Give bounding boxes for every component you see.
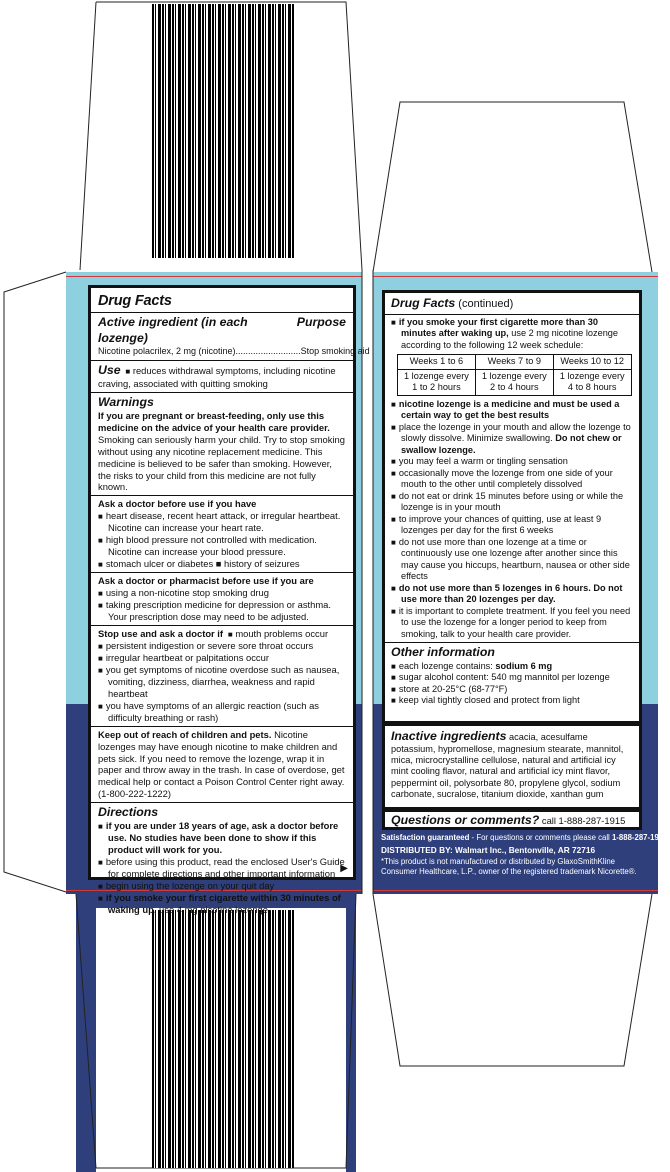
keep-out-paragraph (98, 729, 346, 800)
directions-item: ■ if you are under 18 years of age, ask a doctor before use. No studies have been done to show if this product will work for you. (98, 820, 346, 856)
other-info-item: ■ each lozenge contains: sodium 6 mg (391, 661, 633, 673)
use-text: reduces withdrawal symptoms, including nicotine craving, associated with quitting smoking (98, 364, 336, 390)
warnings-text: Smoking can seriously harm your child. Try to stop smoking without using any nicotine replacement medicine. This medicine is believed to be safer than smoking. However, the risks to your child from this medicine are not fully known. (98, 434, 345, 493)
active-ingredient-line: Nicotine polacrilex, 2 mg (nicotine)..........................Stop smoking aid (98, 346, 370, 357)
schedule-table (397, 354, 632, 396)
drug-facts-continued-title: Drug Facts (continued) (391, 296, 514, 310)
schedule-header-cell: Weeks 10 to 12 (553, 355, 631, 370)
ask-pharmacist-header: Ask a doctor or pharmacist before use if you are (98, 575, 314, 587)
use-header: Use (98, 362, 121, 377)
other-info-header: Other information (391, 645, 495, 660)
directions-header: Directions (98, 804, 159, 819)
directions-item: ■ it is important to complete treatment. If you feel you need to use the lozenge for a longer period to keep from smoking, talk to your health care provider. (391, 606, 633, 641)
stop-use-first: mouth problems occur (235, 627, 329, 639)
stop-use-item: ■ persistent indigestion or severe sore throat occurs (98, 640, 346, 652)
directions-item: ■ nicotine lozenge is a medicine and must be used a certain way to get the best results (391, 399, 633, 422)
ask-doctor-header: Ask a doctor before use if you have (98, 498, 257, 510)
schedule-intro-item: ■ if you smoke your first cigarette more than 30 minutes after waking up, use 2 mg nicotine lozenge according to the following 12 week schedule: (391, 317, 633, 352)
inactive-text: acacia, acesulfame potassium, hypromellose, magnesium stearate, mannitol, mica, microcrystalline cellulose, natural and artificial icy mint cooling flavor, natural and artificial icy mint flavor, peppermint oil, polysorbate 80, propylene glycol, sodium carbonate, sucralose, titanium dioxide, xanthan gum (391, 732, 624, 799)
stop-use-item: ■ irregular heartbeat or palpitations occur (98, 652, 346, 664)
stop-use-header-row: Stop use and ask a doctor if ■ mouth problems occur (98, 627, 329, 639)
questions-header: Questions or comments? (391, 813, 540, 827)
barcode-top (152, 4, 294, 258)
drug-facts-panel-left (88, 285, 370, 916)
stop-use-item: ■ you get symptoms of nicotine overdose such as nausea, vomiting, dizziness, diarrhea, weakness and rapid heartbeat (98, 664, 346, 700)
directions-item: ■ do not use more than 5 lozenges in 6 hours. Do not use more than 20 lozenges per day. (391, 583, 633, 606)
trademark-disclaimer: *This product is not manufactured or distributed by GlaxoSmithKline Consumer Healthcare, L.P., owner of the registered trademark Nicorette®. (381, 857, 637, 877)
keep-out-bold: Keep out of reach of children and pets. (98, 728, 272, 740)
drug-facts-panel-right (382, 290, 642, 724)
schedule-cell: 1 lozenge every 1 to 2 hours (398, 369, 476, 395)
use-section: Use ■ reduces withdrawal symptoms, including nicotine craving, associated with quitting smoking (98, 362, 336, 390)
inactive-header: Inactive ingredients (391, 729, 507, 743)
directions-item: ■ if you smoke your first cigarette within 30 minutes of waking up, use 4 mg nicotine lozenge (98, 892, 346, 916)
schedule-cell: 1 lozenge every 2 to 4 hours (475, 369, 553, 395)
directions-item: ■ do not use more than one lozenge at a time or continuously use one lozenge after another since this may cause you hiccups, heartburn, nausea or other side effects (391, 537, 633, 583)
warnings-bold: If you are pregnant or breast-feeding, only use this medicine on the advice of your health care provider. (98, 410, 330, 434)
distributed-by: DISTRIBUTED BY: Walmart Inc., Bentonville, AR 72716 (381, 845, 596, 855)
purpose-header: Purpose (296, 315, 346, 330)
directions-item: ■ to improve your chances of quitting, use at least 9 lozenges per day for the first 6 weeks (391, 514, 633, 537)
questions-phone: call 1-888-287-1915 (539, 815, 626, 826)
ask-pharmacist-item: ■ using a non-nicotine stop smoking drug (98, 587, 346, 599)
directions-item: ■ you may feel a warm or tingling sensation (391, 456, 633, 468)
directions-item: ■ do not eat or drink 15 minutes before using or while the lozenge is in your mouth (391, 491, 633, 514)
active-ingredient-header-row (98, 315, 346, 346)
warnings-paragraph (98, 410, 346, 493)
ask-pharmacist-item: ■ taking prescription medicine for depression or asthma. Your prescription dose may need to be adjusted. (98, 599, 346, 623)
schedule-cell: 1 lozenge every 4 to 8 hours (553, 369, 631, 395)
stop-use-header: Stop use and ask a doctor if (98, 627, 224, 639)
ask-doctor-item: ■ heart disease, recent heart attack, or irregular heartbeat. Nicotine can increase your heart rate. (98, 510, 346, 534)
inactive-ingredients-panel (382, 724, 642, 810)
warnings-header: Warnings (98, 394, 154, 409)
barcode-bottom (152, 910, 294, 1168)
directions-item: ■ begin using the lozenge on your quit day (98, 880, 346, 892)
other-info-item: ■ keep vial tightly closed and protect from light (391, 695, 633, 707)
ask-doctor-item: ■ high blood pressure not controlled with medication. Nicotine can increase your blood pressure. (98, 534, 346, 558)
directions-item: ■ before using this product, read the enclosed User's Guide for complete directions and other important information (98, 856, 346, 880)
stop-use-item: ■ you have symptoms of an allergic reaction (such as difficulty breathing or rash) (98, 700, 346, 724)
directions-item: ■ occasionally move the lozenge from one side of your mouth to the other until completely dissolved (391, 468, 633, 491)
questions-panel (382, 810, 642, 830)
keep-out-text: Nicotine lozenges may have enough nicotine to make children and pets sick. If you need to remove the lozenge, wrap it in paper and throw away in the trash. In case of overdose, get medical help or contact a Poison Control Center right away. (1-800-222-1222) (98, 728, 345, 800)
continue-arrow-icon: ▶ (340, 863, 348, 874)
other-info-item: ■ sugar alcohol content: 540 mg mannitol per lozenge (391, 672, 633, 684)
directions-item: ■ place the lozenge in your mouth and allow the lozenge to slowly dissolve. Minimize swallowing. Do not chew or swallow lozenge. (391, 422, 633, 457)
other-info-item: ■ store at 20-25°C (68-77°F) (391, 684, 633, 696)
schedule-header-cell: Weeks 7 to 9 (475, 355, 553, 370)
active-ingredient-header: Active ingredient (in each lozenge) (98, 315, 248, 345)
drug-facts-title: Drug Facts (98, 293, 172, 309)
satisfaction-line: Satisfaction guaranteed - For questions or comments please call 1-888-287-1915. (381, 833, 670, 842)
ask-doctor-item: ■ stomach ulcer or diabetes ■ history of seizures (98, 558, 346, 570)
schedule-header-cell: Weeks 1 to 6 (398, 355, 476, 370)
